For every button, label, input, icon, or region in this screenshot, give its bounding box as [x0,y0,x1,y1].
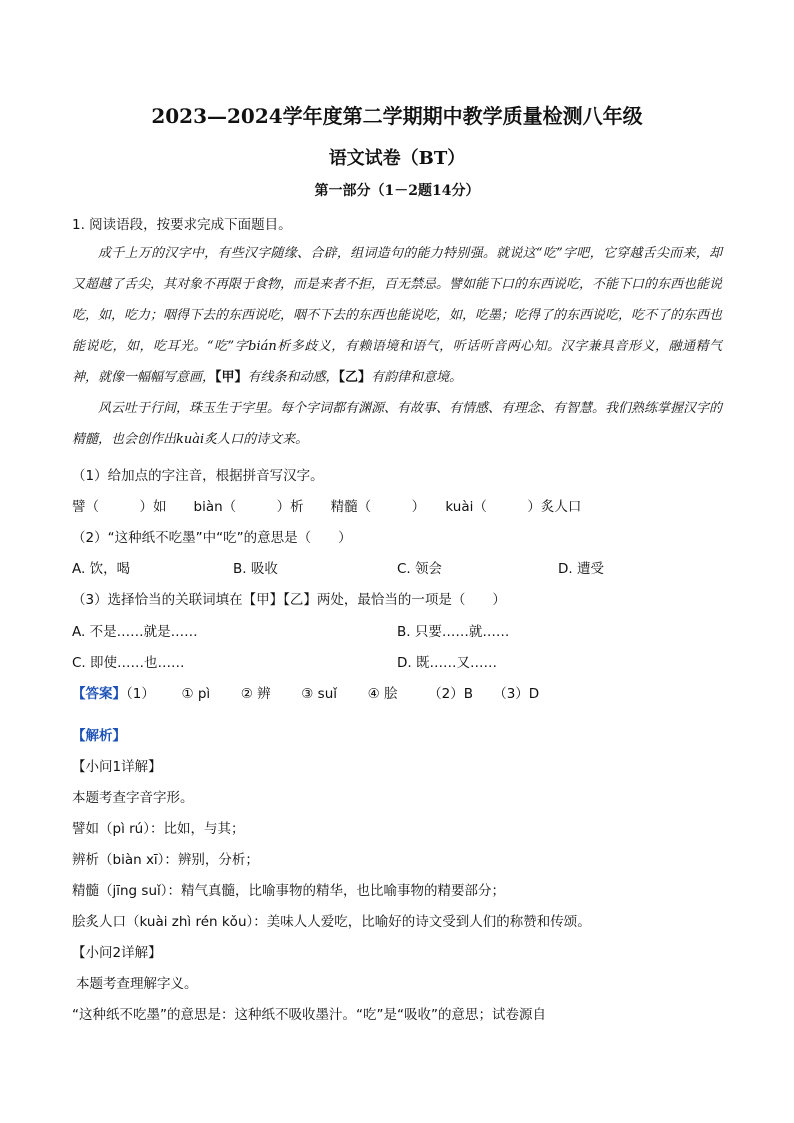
exam-title: 2023—2024学年度第二学期期中教学质量检测八年级 [151,104,643,128]
passage-text-c: 有韵律和意境。 [371,370,463,385]
answer-line [72,682,539,702]
option-2a: A. 饮，喝 [72,561,131,577]
sub-answer-2-heading: 【小问2详解】 [72,945,162,961]
answer-part-1: （1） [126,686,155,702]
analysis-label: 【解析】 [72,728,126,744]
option-2b: B. 吸收 [233,561,278,577]
analysis-1-line-5: 脍炙人口（kuài zhì rén kǒu）：美味人人爱吃，比喻好的诗文受到人们的称赞和传颂。 [72,914,591,930]
option-3c: C. 即使……也…… [72,655,185,671]
exam-subtitle: 语文试卷（BT） [328,148,466,169]
reading-passage [72,238,722,455]
question-1-stem: 1. 阅读语段，按要求完成下面题目。 [72,217,292,233]
analysis-1-line-2: 譬如（pì rú）：比如，与其； [72,821,245,837]
analysis-1-line-1: 本题考查字音字形。 [72,790,194,806]
option-2d: D. 遭受 [558,561,604,577]
option-3d: D. 既……又…… [397,655,497,671]
answer-2: 辨 [257,686,271,702]
answer-number-2: ② [240,686,253,702]
analysis-1-line-3: 辨析（biàn xī）：辨别，分析； [72,852,259,868]
answer-rest: （2）B （3）D [428,686,540,702]
answer-3: suǐ [317,686,338,702]
answer-1: pì [197,686,211,702]
sub-question-2: （2）“这种纸不吃墨”中“吃”的意思是（ ） [72,530,352,546]
sub-answer-1-heading: 【小问1详解】 [72,759,162,775]
answer-label: 【答案】 [72,686,126,702]
answer-number-4: ④ [367,686,380,702]
option-3a: A. 不是……就是…… [72,624,198,640]
option-2c: C. 领会 [397,561,443,577]
sub-question-1-blanks: 譬（ ）如 biàn（ ）析 精髓（ ） kuài（ ）炙人口 [72,499,582,515]
analysis-2-line-2: “这种纸不吃墨”的意思是：这种纸不吸收墨汁。“吃”是“吸收”的意思；试卷源自 [72,1007,546,1023]
answer-4: 脍 [384,686,398,702]
analysis-2-line-1: 本题考查理解字义。 [76,976,198,992]
passage-paragraph-1 [72,238,722,393]
passage-text-a: 成千上万的汉字中，有些汉字随缘、合辟，组词造句的能力特别强。就说这“吃”字吧，它穿越舌尖而来，却又超越了舌尖，其对象不再限于食物，而是来者不拒，百无禁忌。譬如能下口的东西说吃，不能下口的东西也能说吃，如，吃力；咽得下去的东西说吃，咽不下去的东西也能说吃，如，吃墨；吃得了的东西说吃，吃不了的东西也能说吃，如，吃耳光。“吃”字bián析多歧义，有赖语境和语气，听话听音两心知。汉字兼具音形义，融通精气神，就像一幅幅写意画， [72,246,723,385]
sub-question-3: （3）选择恰当的关联词填在【甲】【乙】两处，最恰当的一项是（ ） [72,592,506,608]
part-heading: 第一部分（1－2题14分） [314,183,480,199]
sub-question-1: （1）给加点的字注音，根据拼音写汉字。 [72,468,324,484]
passage-text-b: 有线条和动感， [247,370,339,385]
blank-marker-yi: 【乙】 [338,370,372,385]
answer-number-1: ① [181,686,194,702]
blank-marker-jia: 【甲】 [215,370,248,385]
analysis-1-line-4: 精髓（jīng suǐ）：精气真髓，比喻事物的精华，也比喻事物的精要部分； [72,883,506,899]
passage-paragraph-2: 风云吐于行间，珠玉生于字里。每个字词都有渊源、有故事、有情感、有理念、有智慧。我们熟练掌握汉字的精髓，也会创作出kuài炙人口的诗文来。 [72,401,723,447]
option-3b: B. 只要……就…… [397,624,510,640]
answer-number-3: ③ [301,686,314,702]
